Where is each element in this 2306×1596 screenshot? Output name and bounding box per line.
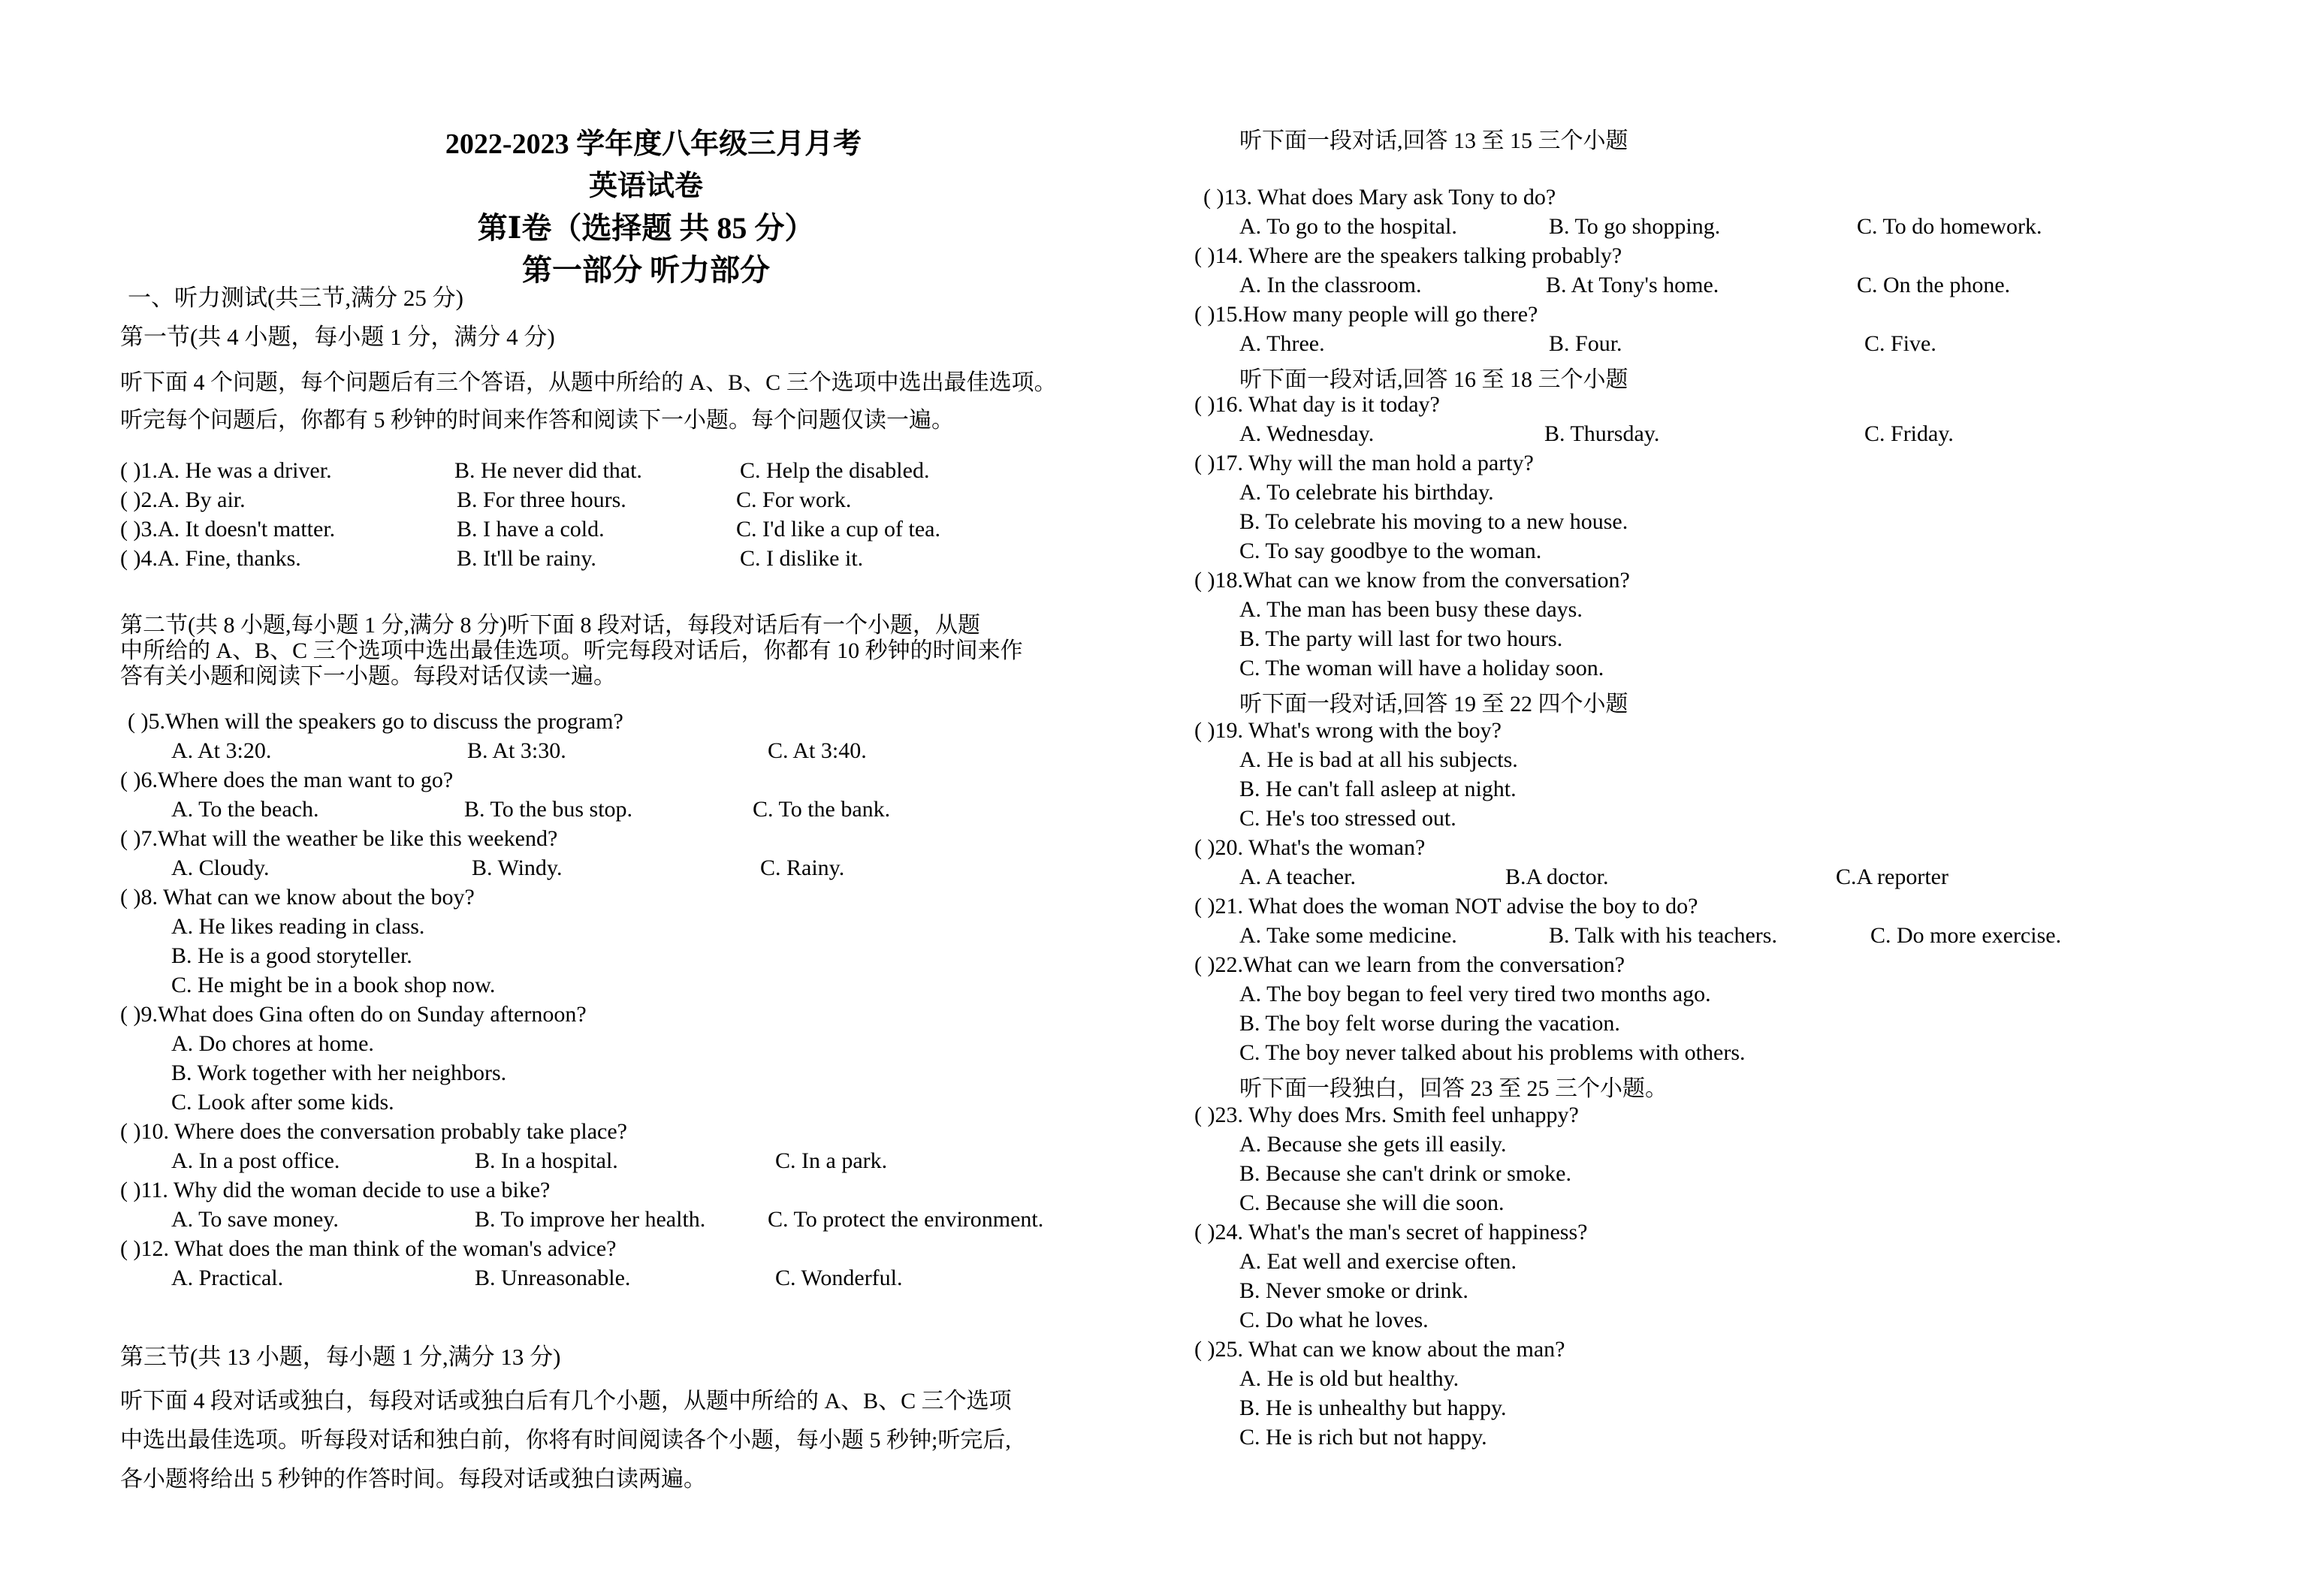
q4-stem: ( )4.A. Fine, thanks. (120, 546, 301, 571)
q11-option-b: B. To improve her health. (475, 1207, 706, 1232)
q16-option-b: B. Thursday. (1544, 421, 1660, 446)
part-title: 第一部分 听力部分 (522, 253, 770, 287)
q20-option-b: B.A doctor. (1505, 864, 1609, 889)
q19-stem: ( )19. What's wrong with the boy? (1194, 718, 1502, 743)
q19-option-b: B. He can't fall asleep at night. (1239, 777, 1517, 801)
listening-heading: 一、听力测试(共三节,满分 25 分) (128, 285, 463, 311)
q12-option-a: A. Practical. (171, 1266, 284, 1290)
q11-option-a: A. To save money. (171, 1207, 339, 1232)
q2-option-c: C. For work. (736, 487, 852, 512)
section3-instruction-3: 各小题将给出 5 秒钟的作答时间。每段对话或独白读两遍。 (120, 1467, 706, 1492)
q17-option-b: B. To celebrate his moving to a new house. (1239, 509, 1628, 534)
q6-stem: ( )6.Where does the man want to go? (120, 768, 454, 792)
q5-option-a: A. At 3:20. (171, 738, 272, 763)
q3-option-b: B. I have a cold. (457, 517, 605, 542)
q16-option-c: C. Friday. (1864, 421, 1954, 446)
q17-option-a: A. To celebrate his birthday. (1239, 480, 1494, 505)
q16-stem: ( )16. What day is it today? (1194, 392, 1440, 417)
section3-heading: 第三节(共 13 小题，每小题 1 分,满分 13 分) (120, 1344, 561, 1370)
q8-option-a: A. He likes reading in class. (171, 914, 425, 939)
q22-stem: ( )22.What can we learn from the conversation? (1194, 952, 1625, 977)
dialogue-note-13-15: 听下面一段对话,回答 13 至 15 三个小题 (1239, 128, 1628, 153)
q11-stem: ( )11. Why did the woman decide to use a bike? (120, 1178, 551, 1202)
q21-stem: ( )21. What does the woman NOT advise the boy to do? (1194, 894, 1698, 919)
q18-option-b: B. The party will last for two hours. (1239, 626, 1563, 651)
q10-option-a: A. In a post office. (171, 1148, 340, 1173)
section1-instruction-1: 听下面 4 个问题，每个问题后有三个答语，从题中所给的 A、B、C 三个选项中选出最佳选项。 (120, 370, 1057, 395)
q23-stem: ( )23. Why does Mrs. Smith feel unhappy? (1194, 1103, 1579, 1127)
q24-option-c: C. Do what he loves. (1239, 1308, 1429, 1332)
q10-stem: ( )10. Where does the conversation probably take place? (120, 1119, 627, 1144)
q25-option-a: A. He is old but healthy. (1239, 1366, 1459, 1391)
q21-option-a: A. Take some medicine. (1239, 923, 1457, 948)
q14-option-c: C. On the phone. (1857, 273, 2011, 297)
monologue-note-23-25: 听下面一段独白，回答 23 至 25 三个小题。 (1239, 1076, 1668, 1101)
exam-subject: 英语试卷 (588, 170, 703, 202)
q22-option-b: B. The boy felt worse during the vacation. (1239, 1011, 1620, 1036)
q19-option-a: A. He is bad at all his subjects. (1239, 747, 1518, 772)
q23-option-b: B. Because she can't drink or smoke. (1239, 1161, 1571, 1186)
section1-heading: 第一节(共 4 小题，每小题 1 分，满分 4 分) (120, 324, 555, 350)
q5-stem: ( )5.When will the speakers go to discuss the program? (128, 709, 623, 734)
q15-option-b: B. Four. (1549, 331, 1622, 356)
q1-stem: ( )1.A. He was a driver. (120, 458, 332, 483)
q20-option-a: A. A teacher. (1239, 864, 1356, 889)
exam-title: 2022-2023 学年度八年级三月月考 (445, 128, 862, 160)
q5-option-c: C. At 3:40. (768, 738, 867, 763)
q13-stem: ( )13. What does Mary ask Tony to do? (1203, 185, 1556, 210)
q1-option-c: C. Help the disabled. (740, 458, 930, 483)
dialogue-note-19-22: 听下面一段对话,回答 19 至 22 四个小题 (1239, 692, 1628, 717)
q17-option-c: C. To say goodbye to the woman. (1239, 539, 1542, 563)
q11-option-c: C. To protect the environment. (768, 1207, 1044, 1232)
q13-option-b: B. To go shopping. (1549, 214, 1721, 239)
q2-option-b: B. For three hours. (457, 487, 626, 512)
section3-instruction-1: 听下面 4 段对话或独白，每段对话或独白后有几个小题，从题中所给的 A、B、C 三个选项 (120, 1389, 1012, 1413)
section1-instruction-2: 听完每个问题后，你都有 5 秒钟的时间来作答和阅读下一小题。每个问题仅读一遍。 (120, 408, 954, 433)
q21-option-b: B. Talk with his teachers. (1549, 923, 1777, 948)
q13-option-c: C. To do homework. (1857, 214, 2042, 239)
q8-stem: ( )8. What can we know about the boy? (120, 885, 475, 910)
section2-instruction-3: 答有关小题和阅读下一小题。每段对话仅读一遍。 (120, 664, 616, 689)
q18-option-a: A. The man has been busy these days. (1239, 597, 1583, 622)
q24-option-b: B. Never smoke or drink. (1239, 1278, 1468, 1303)
volume-title: 第Ⅰ卷（选择题 共 85 分） (477, 211, 815, 245)
q17-stem: ( )17. Why will the man hold a party? (1194, 451, 1534, 475)
q5-option-b: B. At 3:30. (467, 738, 566, 763)
q10-option-c: C. In a park. (775, 1148, 888, 1173)
q18-option-c: C. The woman will have a holiday soon. (1239, 656, 1604, 680)
q2-stem: ( )2.A. By air. (120, 487, 246, 512)
q3-stem: ( )3.A. It doesn't matter. (120, 517, 336, 542)
q18-stem: ( )18.What can we know from the conversation? (1194, 568, 1630, 593)
q12-option-c: C. Wonderful. (775, 1266, 903, 1290)
q16-option-a: A. Wednesday. (1239, 421, 1375, 446)
q9-option-b: B. Work together with her neighbors. (171, 1060, 507, 1085)
q15-option-c: C. Five. (1864, 331, 1936, 356)
q14-option-b: B. At Tony's home. (1546, 273, 1719, 297)
q7-option-c: C. Rainy. (760, 855, 845, 880)
q13-option-a: A. To go to the hospital. (1239, 214, 1457, 239)
q10-option-b: B. In a hospital. (475, 1148, 618, 1173)
q1-option-b: B. He never did that. (454, 458, 642, 483)
q7-option-a: A. Cloudy. (171, 855, 270, 880)
q8-option-b: B. He is a good storyteller. (171, 943, 412, 968)
q4-option-b: B. It'll be rainy. (457, 546, 596, 571)
q9-stem: ( )9.What does Gina often do on Sunday afternoon? (120, 1002, 587, 1027)
q23-option-a: A. Because she gets ill easily. (1239, 1132, 1507, 1157)
q6-option-b: B. To the bus stop. (464, 797, 633, 822)
q20-option-c: C.A reporter (1836, 864, 1948, 889)
q23-option-c: C. Because she will die soon. (1239, 1190, 1505, 1215)
q6-option-c: C. To the bank. (753, 797, 891, 822)
section2-instruction-2: 中所给的 A、B、C 三个选项中选出最佳选项。听完每段对话后，你都有 10 秒钟的时间来作 (120, 638, 1023, 663)
q25-stem: ( )25. What can we know about the man? (1194, 1337, 1565, 1362)
q8-option-c: C. He might be in a book shop now. (171, 973, 496, 997)
q21-option-c: C. Do more exercise. (1870, 923, 2062, 948)
q24-stem: ( )24. What's the man's secret of happiness? (1194, 1220, 1588, 1245)
q7-stem: ( )7.What will the weather be like this weekend? (120, 826, 558, 851)
q9-option-a: A. Do chores at home. (171, 1031, 374, 1056)
q20-stem: ( )20. What's the woman? (1194, 835, 1426, 860)
q3-option-c: C. I'd like a cup of tea. (736, 517, 940, 542)
dialogue-note-16-18: 听下面一段对话,回答 16 至 18 三个小题 (1239, 367, 1628, 392)
q22-option-a: A. The boy began to feel very tired two months ago. (1239, 982, 1711, 1006)
q24-option-a: A. Eat well and exercise often. (1239, 1249, 1517, 1274)
q12-option-b: B. Unreasonable. (475, 1266, 631, 1290)
q6-option-a: A. To the beach. (171, 797, 319, 822)
section2-instruction-1: 第二节(共 8 小题,每小题 1 分,满分 8 分)听下面 8 段对话，每段对话后有一个小题，从题 (120, 613, 980, 638)
section3-instruction-2: 中选出最佳选项。听每段对话和独白前，你将有时间阅读各个小题，每小题 5 秒钟;听完后, (120, 1428, 1011, 1453)
q25-option-b: B. He is unhealthy but happy. (1239, 1395, 1507, 1420)
q25-option-c: C. He is rich but not happy. (1239, 1425, 1487, 1450)
q12-stem: ( )12. What does the man think of the woman's advice? (120, 1236, 617, 1261)
q14-option-a: A. In the classroom. (1239, 273, 1422, 297)
q22-option-c: C. The boy never talked about his problems with others. (1239, 1040, 1746, 1065)
q19-option-c: C. He's too stressed out. (1239, 806, 1456, 831)
q7-option-b: B. Windy. (472, 855, 563, 880)
q9-option-c: C. Look after some kids. (171, 1090, 394, 1115)
q15-stem: ( )15.How many people will go there? (1194, 302, 1538, 327)
q4-option-c: C. I dislike it. (740, 546, 864, 571)
q14-stem: ( )14. Where are the speakers talking probably? (1194, 243, 1622, 268)
q15-option-a: A. Three. (1239, 331, 1325, 356)
